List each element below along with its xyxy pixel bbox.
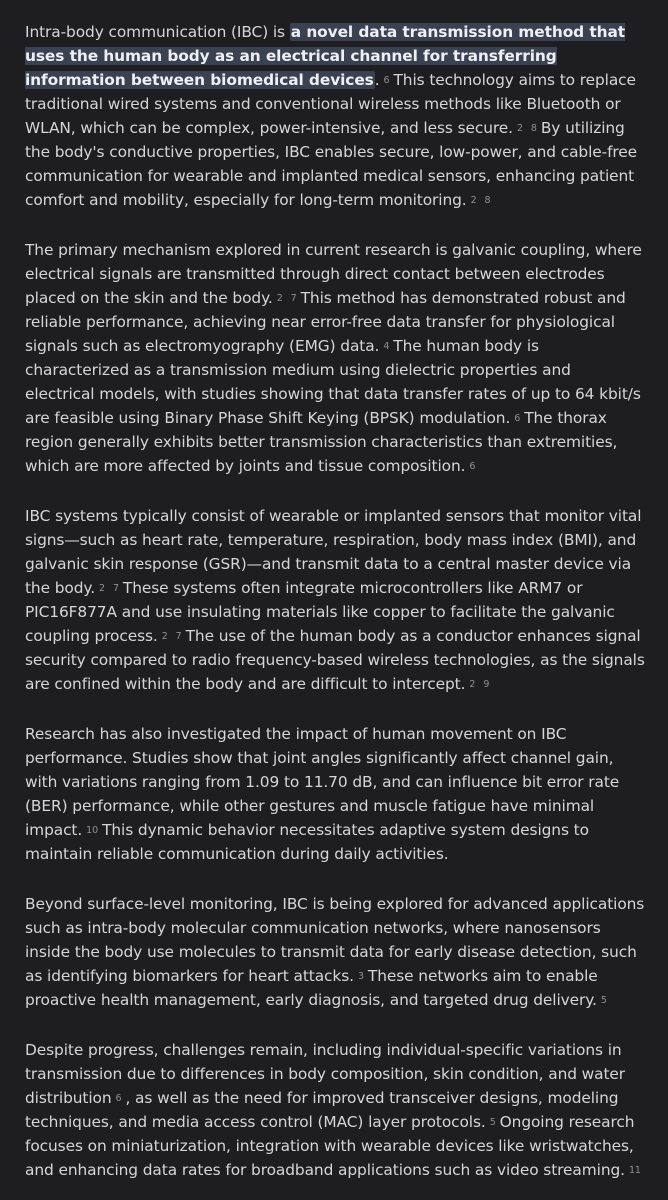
paragraph-text: IBC systems typically consist of wearable or implanted sensors that monitor vital signs—such as heart rate, temperature, respiration, body mass index (BMI), and galvanic skin response (GSR)—and transmit data to a central master device via the body. <box>25 507 642 597</box>
citation-link[interactable]: 2 <box>470 195 477 206</box>
citation-link[interactable]: 5 <box>600 995 607 1006</box>
paragraph-text: Intra-body communication (IBC) is <box>25 23 290 41</box>
citation-link[interactable]: 7 <box>175 631 182 642</box>
paragraph-text: Beyond surface-level monitoring, IBC is being explored for advanced applications such as intra-body molecular communication networks, where nanosensors inside the body use molecules to transmit data for early disease detection, such as identifying biomarkers for heart attacks. <box>25 895 645 985</box>
answer-paragraph <box>25 238 645 478</box>
paragraph-text: Research has also investigated the impact of human movement on IBC performance. Studies show that joint angles significantly affect channel gain, with variations ranging from 1.09 to 11.70 dB, and can influence bit error rate (BER) performance, while other gestures and muscle fatigue have minimal impact. <box>25 725 620 839</box>
citation-link[interactable]: 9 <box>483 679 490 690</box>
citation-link[interactable]: 6 <box>469 461 476 472</box>
citation-link[interactable]: 6 <box>115 1093 122 1104</box>
paragraph-text: The primary mechanism explored in current research is galvanic coupling, where electrical signals are transmitted through direct contact between electrodes placed on the skin and the body. <box>25 241 642 307</box>
answer-paragraph <box>25 892 645 1012</box>
paragraph-text: The thorax region generally exhibits better transmission characteristics than extremities, which are more affected by joints and tissue composition. <box>25 409 618 475</box>
citation-link[interactable]: 2 <box>276 293 283 304</box>
citation-link[interactable]: 2 <box>469 679 476 690</box>
citation-link[interactable]: 10 <box>86 825 99 836</box>
highlighted-text: a novel data transmission method that uses the human body as an electrical channel for transferring information between biomedical devices <box>25 23 626 89</box>
paragraph-text: . <box>374 71 380 89</box>
citation-link[interactable]: 2 <box>516 123 523 134</box>
paragraph-text: This method has demonstrated robust and reliable performance, achieving near error-free data transfer for physiological signals such as electromyography (EMG) data. <box>25 289 626 355</box>
paragraph-text: These networks aim to enable proactive health management, early diagnosis, and targeted drug delivery. <box>25 967 598 1009</box>
answer-paragraph <box>25 504 645 696</box>
citation-link[interactable]: 8 <box>484 195 491 206</box>
paragraph-text: , as well as the need for improved transceiver designs, modeling techniques, and media access control (MAC) layer protocols. <box>25 1089 619 1131</box>
citation-link[interactable]: 5 <box>489 1117 496 1128</box>
citation-link[interactable]: 4 <box>383 341 390 352</box>
paragraph-text: Ongoing research focuses on miniaturization, integration with wearable devices like wristwatches, and enhancing data rates for broadband applications such as video streaming. <box>25 1113 635 1179</box>
paragraph-text: By utilizing the body's conductive properties, IBC enables secure, low-power, and cable-free communication for wearable and implanted medical sensors, enhancing patient comfort and mobility, especially for long-term monitoring. <box>25 119 638 209</box>
paragraph-text: This dynamic behavior necessitates adaptive system designs to maintain reliable communication during daily activities. <box>25 821 589 863</box>
citation-link[interactable]: 3 <box>357 971 364 982</box>
citation-link[interactable]: 7 <box>112 583 119 594</box>
paragraph-text: This technology aims to replace traditional wired systems and conventional wireless methods like Bluetooth or WLAN, which can be complex, power-intensive, and less secure. <box>25 71 636 137</box>
citation-link[interactable]: 8 <box>530 123 537 134</box>
answer-paragraph <box>25 1038 645 1182</box>
citation-link[interactable]: 6 <box>514 413 521 424</box>
paragraph-text: These systems often integrate microcontrollers like ARM7 or PIC16F877A and use insulating materials like copper to facilitate the galvanic coupling process. <box>25 579 615 645</box>
citation-link[interactable]: 2 <box>99 583 105 594</box>
citation-link[interactable]: 11 <box>628 1165 641 1176</box>
paragraph-text: The use of the human body as a conductor enhances signal security compared to radio frequency-based wireless technologies, as the signals are confined within the body and are difficult to intercept. <box>25 627 645 693</box>
citation-link[interactable]: 2 <box>161 631 168 642</box>
paragraph-text: The human body is characterized as a transmission medium using dielectric properties and electrical models, with studies showing that data transfer rates of up to 64 kbit/s are feasible using Binary Phase Shift Keying (BPSK) modulation. <box>25 337 641 427</box>
answer-paragraph <box>25 20 645 212</box>
citation-link[interactable]: 7 <box>290 293 297 304</box>
citation-link[interactable]: 6 <box>383 75 390 86</box>
paragraph-text: Despite progress, challenges remain, including individual-specific variations in transmission due to differences in body composition, skin condition, and water distribution <box>25 1041 626 1107</box>
answer-paragraph <box>25 722 645 866</box>
